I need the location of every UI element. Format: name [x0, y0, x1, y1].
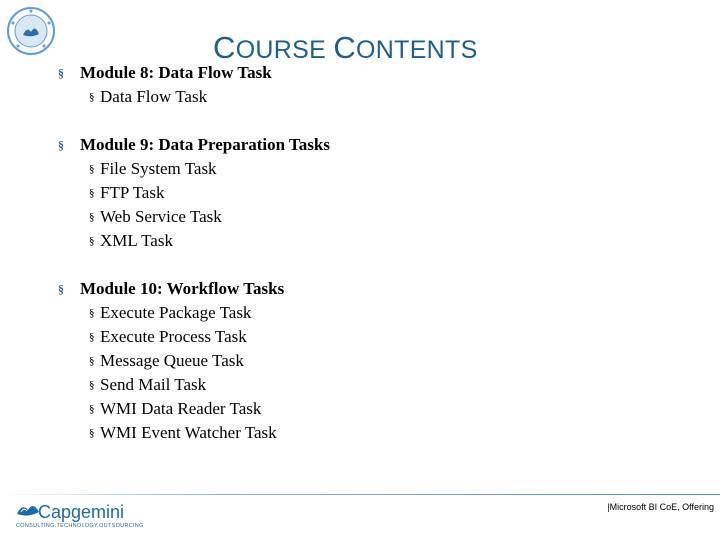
module-items: [58, 157, 698, 253]
list-item-text: Message Queue Task: [100, 351, 244, 370]
list-item: [89, 373, 698, 397]
bullet-icon: §: [89, 235, 95, 247]
title-word-1: OURSE: [235, 36, 327, 64]
title-word-2: ONTENTS: [356, 36, 478, 64]
bullet-icon: §: [89, 187, 95, 199]
module-items: [58, 301, 698, 445]
list-item-text: XML Task: [100, 231, 173, 250]
seal-logo-icon: [6, 6, 56, 56]
list-item-text: Send Mail Task: [100, 375, 207, 394]
bullet-icon: §: [89, 91, 95, 103]
list-item-text: Data Flow Task: [100, 87, 208, 106]
footer-caption: |Microsoft BI CoE, Offering: [607, 502, 714, 512]
bullet-icon: §: [58, 282, 64, 296]
list-item-text: File System Task: [100, 159, 217, 178]
module-10: [58, 277, 698, 445]
module-9: [58, 133, 698, 253]
list-item-text: WMI Event Watcher Task: [100, 423, 277, 442]
bullet-icon: §: [89, 379, 95, 391]
course-contents: [58, 61, 698, 469]
logo-name: Capgemini: [38, 502, 125, 522]
module-title: [58, 133, 698, 157]
bullet-icon: §: [89, 355, 95, 367]
bullet-icon: §: [89, 331, 95, 343]
title-initial-1: C: [213, 30, 236, 65]
bullet-icon: §: [89, 211, 95, 223]
module-title: [58, 277, 698, 301]
list-item-text: WMI Data Reader Task: [100, 399, 262, 418]
bullet-icon: §: [58, 138, 64, 152]
list-item: [89, 229, 698, 253]
module-title-text: Module 10: Workflow Tasks: [80, 279, 285, 298]
list-item: [89, 325, 698, 349]
list-item: [89, 157, 698, 181]
list-item: [89, 421, 698, 445]
list-item: [89, 349, 698, 373]
bullet-icon: §: [89, 307, 95, 319]
list-item: [89, 85, 698, 109]
list-item: [89, 205, 698, 229]
module-title-text: Module 9: Data Preparation Tasks: [80, 135, 330, 154]
list-item: [89, 397, 698, 421]
list-item-text: Execute Process Task: [100, 327, 247, 346]
title-initial-2: C: [333, 30, 357, 65]
logo-tagline: CONSULTING.TECHNOLOGY.OUTSOURCING: [16, 523, 144, 529]
bullet-icon: §: [89, 403, 95, 415]
bullet-icon: §: [89, 163, 95, 175]
module-8: [58, 61, 698, 109]
footer-divider: [0, 494, 720, 495]
module-items: [58, 85, 698, 109]
bullet-icon: §: [89, 427, 95, 439]
module-title-text: Module 8: Data Flow Task: [80, 63, 272, 82]
list-item-text: Web Service Task: [100, 207, 222, 226]
list-item-text: FTP Task: [100, 183, 165, 202]
list-item-text: Execute Package Task: [100, 303, 252, 322]
list-item: [89, 181, 698, 205]
bullet-icon: §: [58, 66, 64, 80]
module-title: [58, 61, 698, 85]
list-item: [89, 301, 698, 325]
